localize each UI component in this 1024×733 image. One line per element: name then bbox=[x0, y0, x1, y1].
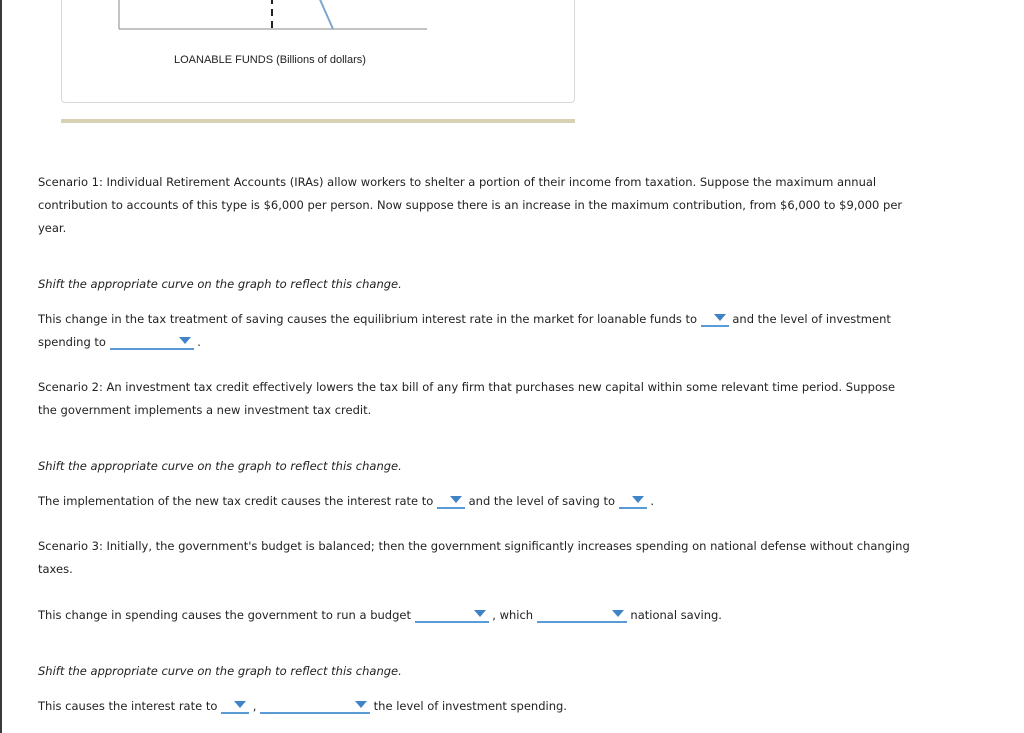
chevron-down-icon bbox=[632, 496, 644, 503]
scenario1-interest-rate-dropdown[interactable] bbox=[701, 309, 729, 327]
scenario2-interest-rate-dropdown[interactable] bbox=[437, 491, 465, 509]
scenario3-question1-text-b: , which bbox=[492, 608, 534, 622]
chevron-down-icon bbox=[234, 701, 246, 708]
scenario1-question-line2 bbox=[38, 331, 201, 354]
chevron-down-icon bbox=[355, 701, 367, 708]
graph-panel bbox=[61, 0, 575, 103]
scenario3-investment-dropdown[interactable] bbox=[260, 696, 370, 714]
supply-curve[interactable] bbox=[318, 0, 333, 29]
scenario3-question2-text-a: This causes the interest rate to bbox=[38, 699, 218, 713]
scenario1-investment-dropdown[interactable] bbox=[110, 332, 194, 350]
scenario3-question1-text-c: national saving. bbox=[630, 608, 722, 622]
scenario2-text-line2: the government implements a new investment tax credit. bbox=[38, 403, 372, 417]
scenario1-instruction: Shift the appropriate curve on the graph to reflect this change. bbox=[38, 277, 402, 291]
loanable-funds-graph[interactable] bbox=[62, 0, 574, 102]
scenario3-interest-rate-dropdown[interactable] bbox=[221, 696, 249, 714]
scenario1-question-text-c: spending to bbox=[38, 335, 106, 349]
scenario2-question-line bbox=[38, 490, 654, 513]
scenario3-text-line1: Scenario 3: Initially, the government's budget is balanced; then the government significantly increases spending on national defense without changing bbox=[38, 539, 910, 553]
scenario2-question-text-b: and the level of saving to bbox=[468, 494, 615, 508]
chevron-down-icon bbox=[612, 610, 624, 617]
chevron-down-icon bbox=[450, 496, 462, 503]
scenario3-budget-dropdown[interactable] bbox=[415, 605, 489, 623]
graph-x-axis-label: LOANABLE FUNDS (Billions of dollars) bbox=[174, 54, 366, 66]
scenario1-question-text-b: and the level of investment bbox=[732, 312, 891, 326]
scenario3-text-line2: taxes. bbox=[38, 562, 73, 576]
scenario2-instruction: Shift the appropriate curve on the graph to reflect this change. bbox=[38, 459, 402, 473]
scenario3-question2-line bbox=[38, 695, 567, 718]
chevron-down-icon bbox=[714, 314, 726, 321]
scenario1-text-line3: year. bbox=[38, 221, 67, 235]
scenario1-question-text-a: This change in the tax treatment of saving causes the equilibrium interest rate in the market for loanable funds to bbox=[38, 312, 698, 326]
scenario3-question2-text-b: , bbox=[252, 699, 257, 713]
scenario3-national-saving-dropdown[interactable] bbox=[537, 605, 627, 623]
scenario1-question-line1 bbox=[38, 308, 891, 331]
section-divider bbox=[61, 119, 575, 123]
scenario3-question1-line bbox=[38, 604, 722, 627]
scenario3-question2-text-c: the level of investment spending. bbox=[373, 699, 567, 713]
scenario2-text-line1: Scenario 2: An investment tax credit effectively lowers the tax bill of any firm that purchases new capital within some relevant time period. Suppose bbox=[38, 380, 896, 394]
chevron-down-icon bbox=[179, 337, 191, 344]
chevron-down-icon bbox=[474, 610, 486, 617]
scenario1-text-line2: contribution to accounts of this type is $6,000 per person. Now suppose there is an increase in the maximum contribution, from $6,000 to $9,000 per bbox=[38, 198, 903, 212]
scenario3-instruction: Shift the appropriate curve on the graph to reflect this change. bbox=[38, 664, 402, 678]
scenario2-question-end: . bbox=[650, 494, 654, 508]
scenario2-saving-dropdown[interactable] bbox=[619, 491, 647, 509]
scenario2-question-text-a: The implementation of the new tax credit causes the interest rate to bbox=[38, 494, 434, 508]
scenario3-question1-text-a: This change in spending causes the government to run a budget bbox=[38, 608, 411, 622]
page-left-border bbox=[0, 0, 2, 733]
scenario1-text-line1: Scenario 1: Individual Retirement Accounts (IRAs) allow workers to shelter a portion of their income from taxation. Suppose the maximum annual bbox=[38, 175, 877, 189]
scenario1-question-end: . bbox=[197, 335, 201, 349]
